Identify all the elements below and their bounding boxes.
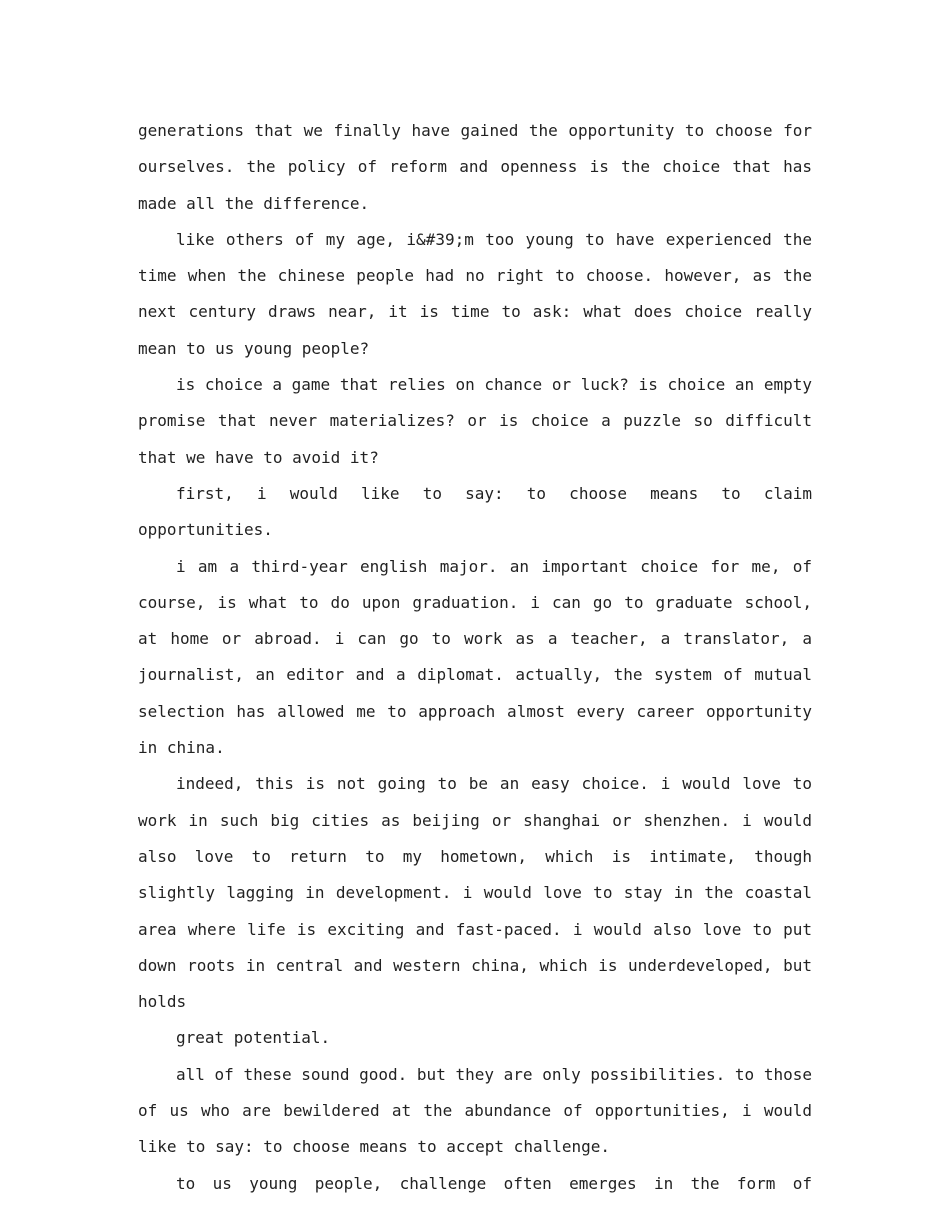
paragraph: i am a third-year english major. an important choice for me, of course, is what to do upon graduation. i can go to graduate school, at home or abroad. i can go to work as a teacher, a translator, a journalist, an editor and a diplomat. actually, the system of mutual selection has allowed me to approach almost every career opportunity in china. — [138, 556, 812, 758]
paragraph: generations that we finally have gained the opportunity to choose for ourselves. the policy of reform and openness is the choice that has made all the difference. — [138, 121, 812, 213]
paragraph: indeed, this is not going to be an easy choice. i would love to work in such big cities as beijing or shanghai or shenzhen. i would also love to return to my hometown, which is intimate, though slightly lagging in development. i would love to stay in the coastal area where life is exciting and fast-paced. i would also love to put down roots in central and western china, which is underdeveloped, but holds — [138, 774, 812, 1012]
paragraph: to us young people, challenge often emerges in the form of — [176, 1173, 812, 1193]
paragraph: all of these sound good. but they are only possibilities. to those of us who are bewildered at the abundance of opportunities, i would like to say: to choose means to accept challenge. — [138, 1064, 812, 1157]
paragraph: is choice a game that relies on chance or luck? is choice an empty promise that never materializes? or is choice a puzzle so difficult that we have to avoid it? — [138, 375, 812, 467]
body-text — [138, 113, 812, 1202]
paragraph: like others of my age, i&#39;m too young to have experienced the time when the chinese people had no right to choose. however, as the next century draws near, it is time to ask: what does choice really mean to us young people? — [138, 229, 812, 358]
paragraph: great potential. — [176, 1028, 331, 1048]
paragraph: first, i would like to say: to choose means to claim opportunities. — [138, 483, 812, 540]
